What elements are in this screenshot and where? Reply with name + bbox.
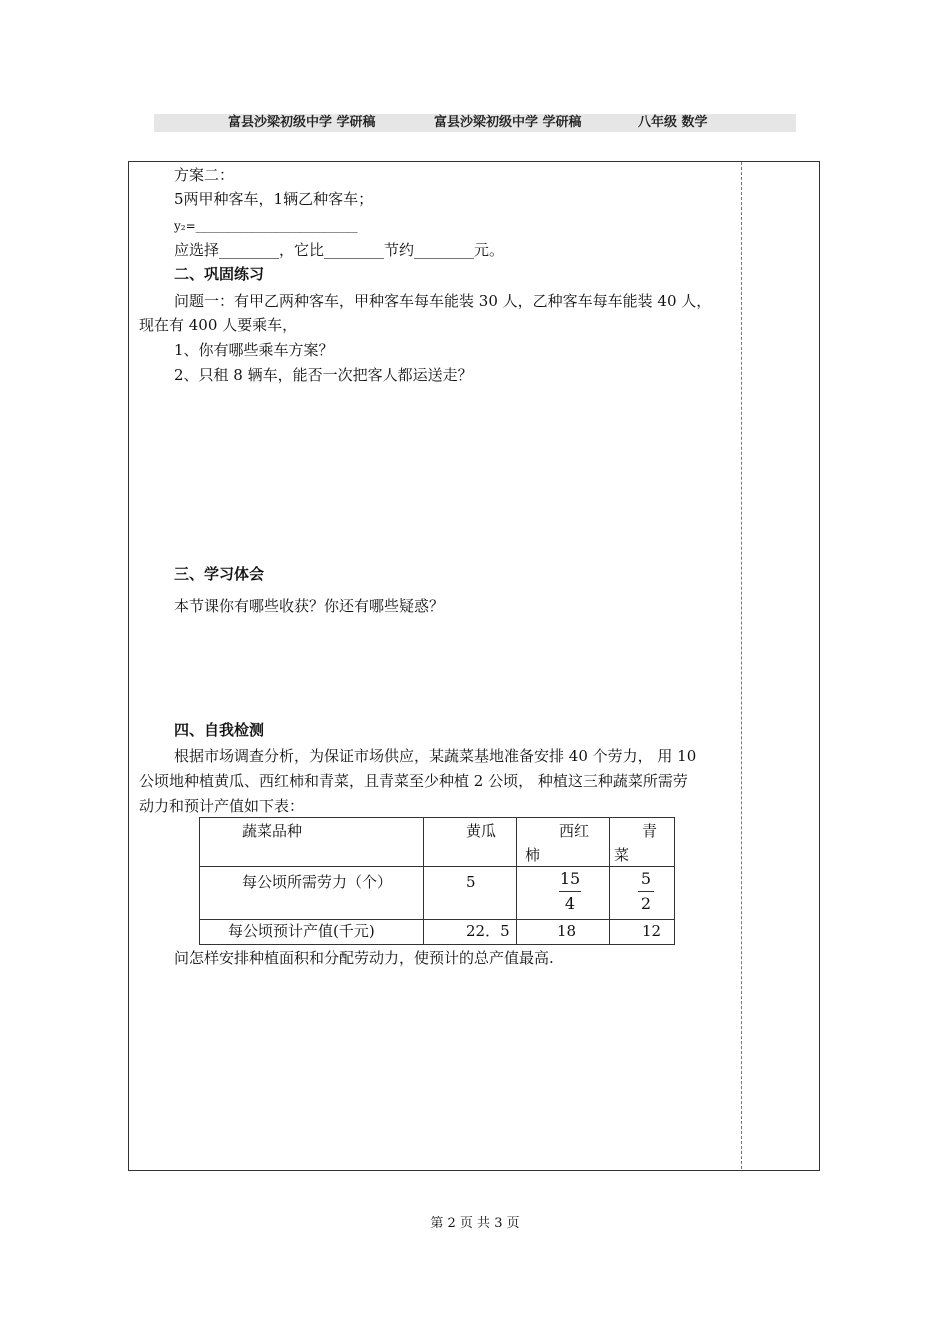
table-cell [424,867,517,920]
table-cell [424,920,517,945]
plan2-title: 方案二： [174,166,235,184]
plan2-y2-blank: y₂=___________________________ [174,219,358,233]
row-labor-cucumber: 5 [466,873,476,891]
fraction-denominator: 4 [564,894,576,913]
table-row [200,920,675,945]
section3-text: 本节课你有哪些收获？你还有哪些疑惑？ [174,597,445,615]
fraction-bar [559,891,581,892]
section2-q1-line2: 现在有 400 人要乘车， [139,316,298,334]
section3-heading: 三、学习体会 [174,565,265,583]
fraction-numerator: 15 [559,869,581,888]
table-header-cell [610,818,675,867]
table-col-greens-a: 青 [642,822,658,840]
table-header-label: 蔬菜品种 [242,822,303,840]
section4-heading: 四、自我检测 [174,721,265,739]
table-row [200,867,675,920]
table-cell [517,867,610,920]
table-cell [517,920,610,945]
fraction-numerator: 5 [640,869,652,888]
table-cell [200,867,424,920]
header-grade-subject: 八年级 数学 [638,115,708,130]
row-value-cucumber: 22．5 [466,922,510,940]
plan2-choose: 应选择________，它比________节约________元。 [174,241,505,259]
table-cell [610,867,675,920]
section2-q1-line1: 问题一：有甲乙两种客车，甲种客车每车能装 30 人，乙种客车每车能装 40 人， [174,292,712,310]
row-labor-label: 每公顷所需劳力（个） [242,873,393,891]
row-value-tomato: 18 [557,922,577,940]
section4-paragraph-line3: 动力和预计产值如下表： [139,797,305,815]
section4-question: 问怎样安排种植面积和分配劳动力，使预计的总产值最高. [174,949,554,967]
header-school-a: 富县沙梁初级中学 学研稿 [228,115,376,130]
row-value-greens: 12 [642,922,662,940]
table-col-cucumber: 黄瓜 [466,822,497,840]
page-number: 第 2 页 共 3 页 [430,1216,520,1231]
table-header-cell [517,818,610,867]
vegetable-table [199,817,675,945]
table-cell [610,920,675,945]
page-header [154,114,796,132]
table-row [200,818,675,867]
fraction-bar [638,891,654,892]
table-col-greens-b: 菜 [614,846,630,864]
header-school-b: 富县沙梁初级中学 学研稿 [434,115,582,130]
section2-q1-item2: 2、只租 8 辆车，能否一次把客人都运送走？ [174,366,473,384]
table-header-cell [424,818,517,867]
fraction-denominator: 2 [640,894,652,913]
row-labor-tomato-fraction [555,869,585,914]
section4-paragraph-line2: 公顷地种植黄瓜、西红柿和青菜，且青菜至少种植 2 公顷， 种植这三种蔬菜所需劳 [139,772,688,790]
notes-column-divider [741,162,742,1169]
section2-heading: 二、巩固练习 [174,265,265,283]
table-header-cell [200,818,424,867]
section2-q1-item1: 1、你有哪些乘车方案？ [174,341,334,359]
row-labor-greens-fraction [634,869,658,914]
section4-paragraph-line1: 根据市场调查分析，为保证市场供应，某蔬菜基地准备安排 40 个劳力， 用 10 [174,747,697,765]
plan2-desc: 5两甲种客车，1辆乙种客车； [174,190,374,208]
table-col-tomato-b: 柿 [525,846,541,864]
table-cell [200,920,424,945]
table-col-tomato-a: 西红 [559,822,590,840]
content-frame [128,161,820,1171]
row-value-label: 每公顷预计产值(千元) [228,922,375,940]
